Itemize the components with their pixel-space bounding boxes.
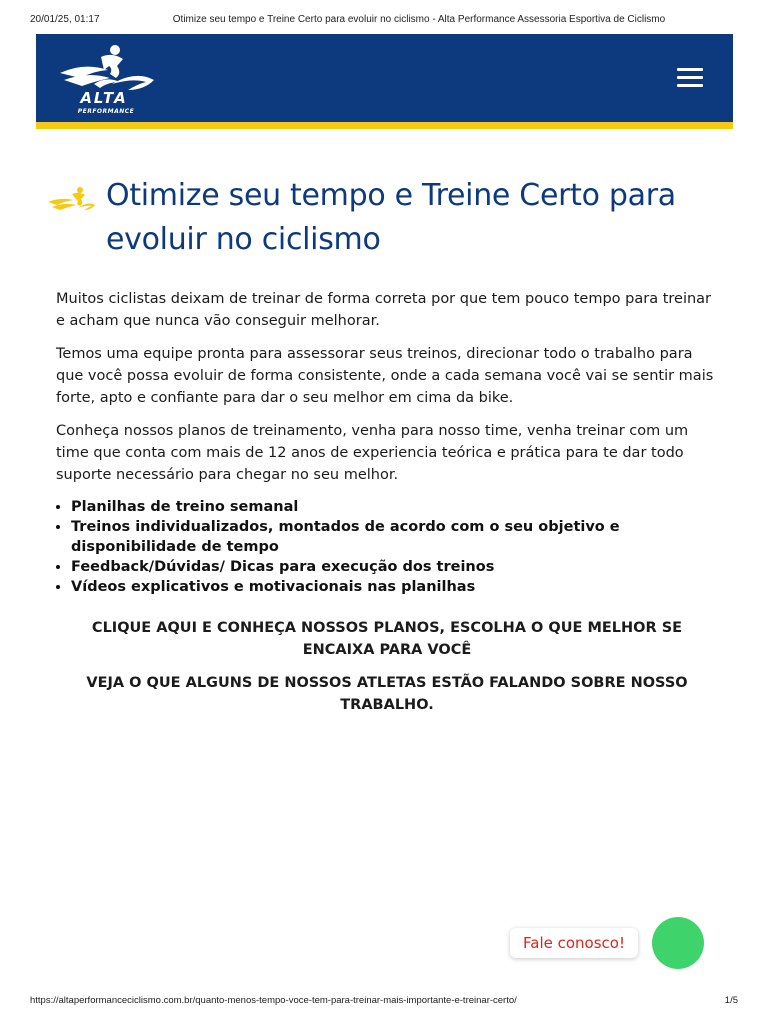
menu-line	[677, 68, 703, 71]
svg-text:PERFORMANCE: PERFORMANCE	[77, 108, 135, 115]
list-item: • Feedback/Dúvidas/ Dicas para execução dos treinos	[71, 557, 718, 577]
list-item: • Vídeos explicativos e motivacionais nas planilhas	[71, 577, 718, 597]
site-header	[36, 34, 733, 129]
article-content	[56, 288, 718, 727]
list-item: • Planilhas de treino semanal	[71, 497, 718, 517]
print-url: https://altaperformanceciclismo.com.br/quanto-menos-tempo-voce-tem-para-treinar-mais-importante-e-treinar-certo/	[30, 995, 517, 1006]
benefits-list	[56, 497, 718, 597]
alta-performance-logo[interactable]	[54, 40, 158, 116]
svg-text:ALTA: ALTA	[80, 89, 128, 107]
menu-line	[677, 84, 703, 87]
article-paragraph: Conheça nossos planos de treinamento, venha para nosso time, venha treinar com um time que conta com mais de 12 anos de experiencia teórica e prática para te dar todo suporte necessário para chegar no seu melhor.	[56, 423, 689, 483]
page-title: Otimize seu tempo e Treine Certo para evoluir no ciclismo	[106, 178, 676, 257]
contact-chat-label[interactable]: Fale conosco!	[510, 928, 638, 958]
list-item: • Treinos individualizados, montados de acordo com o seu objetivo e disponibilidade de tempo	[71, 517, 718, 557]
article-paragraph: Temos uma equipe pronta para assessorar seus treinos, direcionar todo o trabalho para que você possa evoluir de forma consistente, onde a cada semana você vai se sentir mais forte, apto e confiante para dar o seu melhor em cima da bike.	[56, 346, 714, 406]
testimonials-heading: VEJA O QUE ALGUNS DE NOSSOS ATLETAS ESTÃO FALANDO SOBRE NOSSO TRABALHO.	[86, 675, 688, 713]
print-footer	[30, 995, 738, 1009]
cyclist-icon	[46, 186, 96, 212]
print-header	[30, 14, 738, 28]
page-number: 1/5	[724, 995, 738, 1006]
print-document-title: Otimize seu tempo e Treine Certo para evoluir no ciclismo - Alta Performance Assessoria Esportiva de Ciclismo	[172, 14, 666, 25]
article-paragraph: Muitos ciclistas deixam de treinar de forma correta por que tem pouco tempo para treinar e acham que nunca vão conseguir melhorar.	[56, 291, 712, 329]
hamburger-menu-icon[interactable]	[677, 68, 703, 88]
menu-line	[677, 76, 703, 79]
plans-link[interactable]: CLIQUE AQUI E CONHEÇA NOSSOS PLANOS, ESCOLHA O QUE MELHOR SE ENCAIXA PARA VOCÊ	[91, 620, 683, 658]
print-datetime: 20/01/25, 01:17	[30, 14, 100, 25]
chat-button[interactable]	[652, 917, 704, 969]
